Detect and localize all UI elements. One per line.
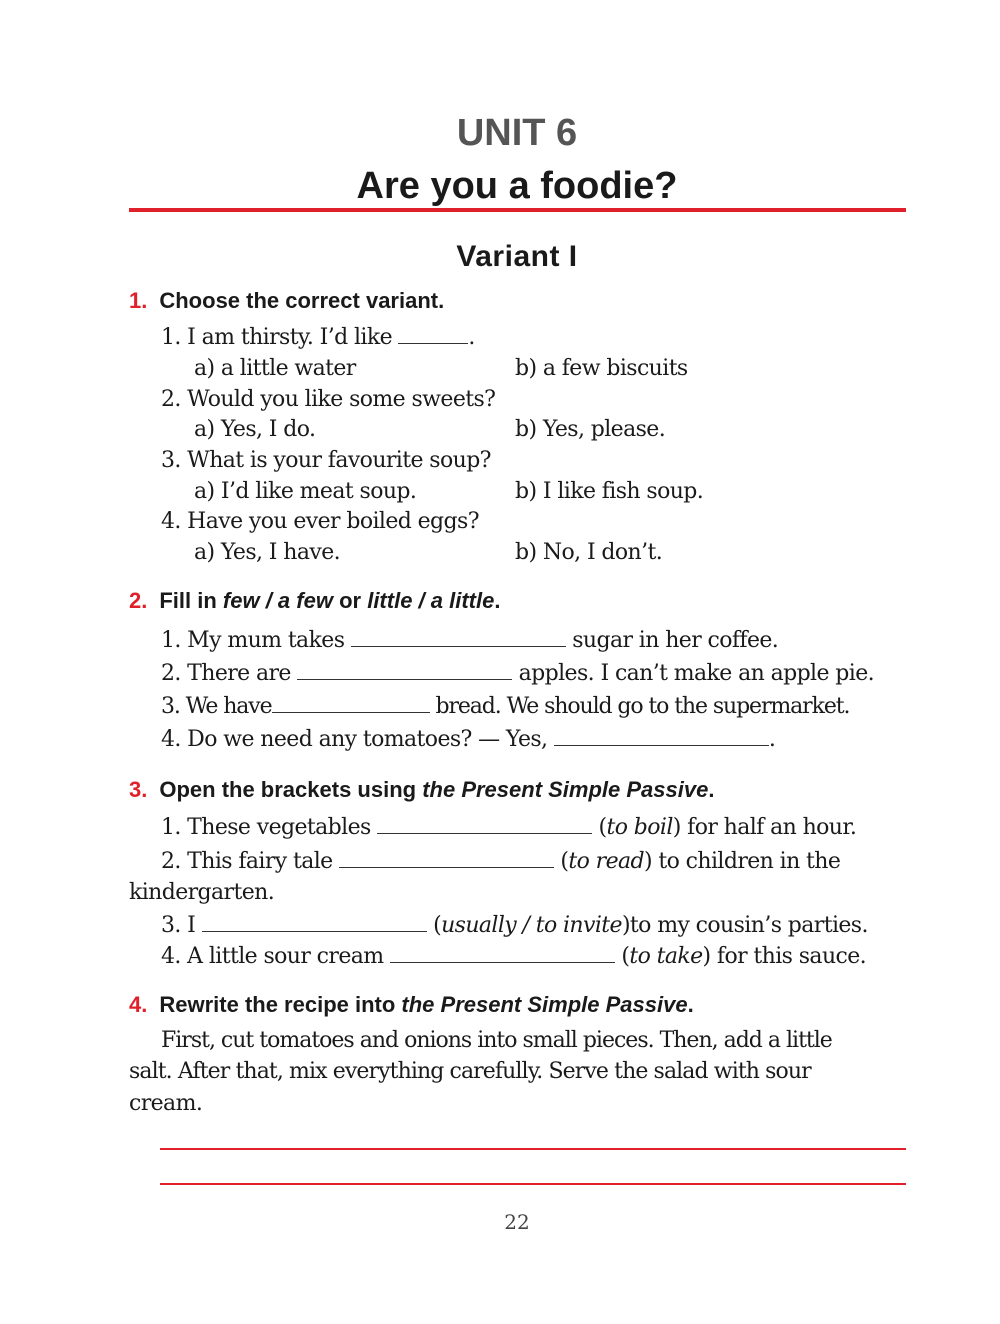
exercise-instruction: Rewrite the recipe into the Present Simple Passive. [159,992,694,1017]
option-b[interactable]: b) Yes, please. [515,417,666,442]
sentence: 3. I (usually / to invite)to my cousin’s parties. [161,913,868,938]
variant-heading: Variant I [456,240,578,273]
option-a[interactable]: a) Yes, I do. [194,417,316,442]
answer-line[interactable] [160,1183,906,1185]
question-end: . [468,325,475,350]
answer-blank[interactable] [272,694,430,713]
verb-hint: to boil [606,815,673,840]
option-a[interactable]: a) Yes, I have. [194,540,341,565]
exercise-1-heading [129,288,444,314]
sentence: 1. These vegetables (to boil) for half an hour. [161,815,857,840]
question: 2. Would you like some sweets? [161,387,496,412]
sentence: 2. This fairy tale (to read) to children in the [161,849,841,874]
exercise-number: 4. [129,992,148,1017]
sentence-continuation: kindergarten. [129,880,275,905]
option-a[interactable]: a) I’d like meat soup. [194,479,417,504]
exercise-number: 1. [129,288,148,313]
verb-hint: to read [568,849,645,874]
sentence: 3. We have bread. We should go to the supermarket. [161,694,850,719]
recipe-line: salt. After that, mix everything carefully. Serve the salad with sour [129,1059,811,1084]
answer-line[interactable] [160,1148,906,1150]
question: 3. What is your favourite soup? [161,448,491,473]
question [161,325,475,350]
question-text: 1. I am thirsty. I’d like [161,325,393,350]
answer-blank[interactable] [398,325,468,344]
sentence: 2. There are apples. I can’t make an apple pie. [161,661,875,686]
sentence: 4. Do we need any tomatoes? — Yes, . [161,727,776,752]
exercise-number: 3. [129,777,148,802]
sentence: 4. A little sour cream (to take) for this sauce. [161,944,867,969]
answer-blank[interactable] [377,815,592,834]
recipe-line: cream. [129,1091,203,1116]
exercise-number: 2. [129,588,148,613]
answer-blank[interactable] [554,727,769,746]
answer-blank[interactable] [339,849,554,868]
recipe-line: First, cut tomatoes and onions into small pieces. Then, add a little [161,1028,832,1053]
page-title: Are you a foodie? [356,165,678,207]
option-a[interactable]: a) a little water [194,356,356,381]
answer-blank[interactable] [202,913,427,932]
verb-hint: to take [629,944,703,969]
question: 4. Have you ever boiled eggs? [161,509,479,534]
exercise-instruction: Choose the correct variant. [159,288,445,313]
page-number: 22 [504,1210,530,1234]
option-b[interactable]: b) I like fish soup. [515,479,704,504]
exercise-2-heading [129,588,500,614]
exercise-instruction: Fill in few / a few or little / a little. [159,588,501,613]
option-b[interactable]: b) a few biscuits [515,356,688,381]
exercise-3-heading [129,777,714,803]
sentence: 1. My mum takes sugar in her coffee. [161,628,779,653]
answer-blank[interactable] [297,661,512,680]
unit-label: UNIT 6 [456,112,578,154]
verb-hint: usually / to invite [441,913,622,938]
option-b[interactable]: b) No, I don’t. [515,540,663,565]
title-underline [129,208,906,212]
exercise-4-heading [129,992,694,1018]
answer-blank[interactable] [390,944,615,963]
exercise-instruction: Open the brackets using the Present Simple Passive. [159,777,715,802]
answer-blank[interactable] [351,628,566,647]
